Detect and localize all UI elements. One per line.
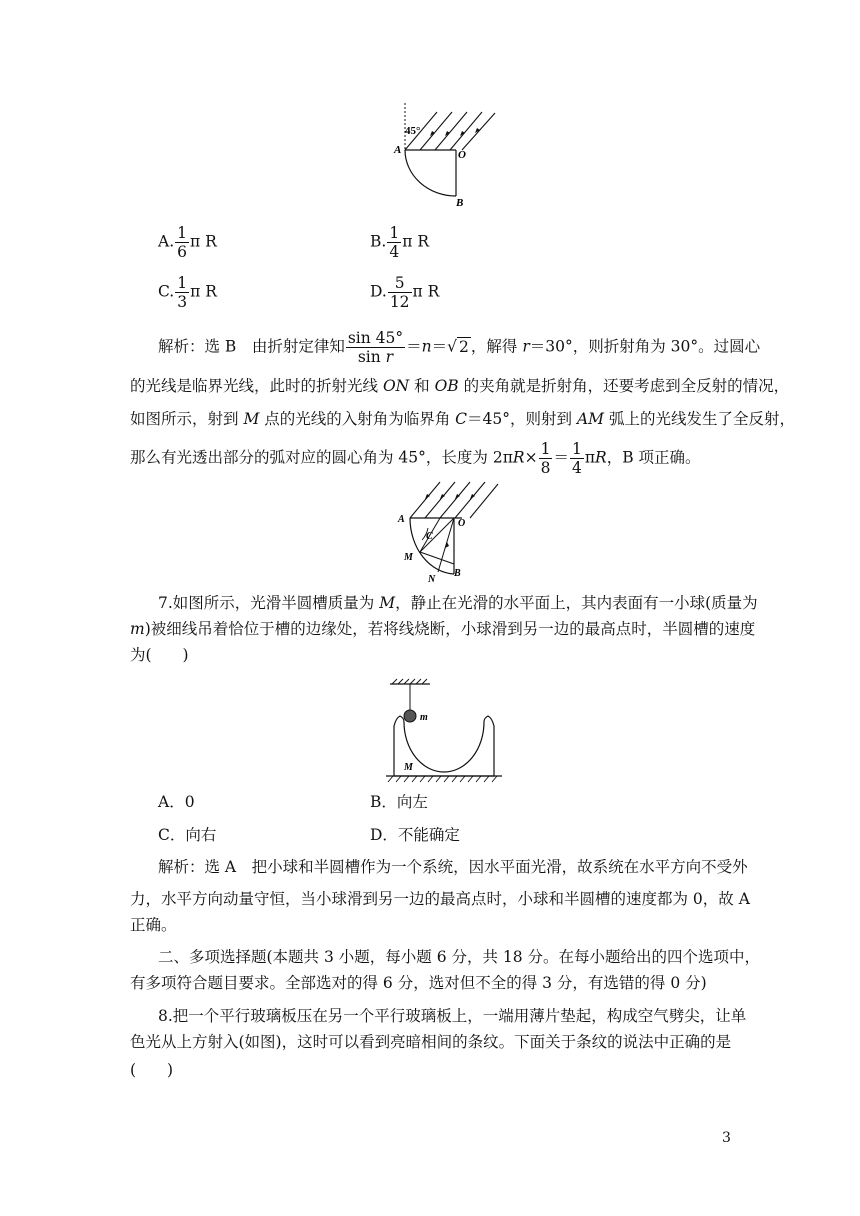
point-A-label: A — [394, 144, 402, 156]
q7-line-3: 为( ) — [130, 646, 189, 664]
point-B-label: B — [454, 568, 461, 579]
figure-half-cylinder-groove — [378, 678, 508, 784]
section-heading-line-2: 有多项符合题目要求。全部选对的得 6 分，选对但不全的得 3 分，有选错的得 0 分) — [130, 974, 707, 992]
q7-option-C: C．向右 — [158, 826, 217, 844]
q6-option-C: C. $\frac{1}{3}$ π R — [158, 274, 217, 311]
figure-refraction-critical-angle — [392, 476, 504, 588]
point-M-label: M — [404, 552, 413, 563]
q6-solution-line-3: 如图所示，射到 M 点的光线的入射角为临界角 C＝45°，则射到 AM 弧上的光线发生了全反射， — [130, 410, 795, 428]
q8-line-3: ( ) — [130, 1061, 174, 1079]
q7-option-A: A．0 — [158, 793, 195, 811]
q8-line-1: 8.把一个平行玻璃板压在另一个平行玻璃板上，一端用薄片垫起，构成空气劈尖，让单 — [158, 1007, 747, 1025]
page-number: 3 — [722, 1130, 731, 1146]
section-heading-line-1: 二、多项选择题(本题共 3 小题，每小题 6 分，共 18 分。在每小题给出的四个选项中， — [158, 948, 761, 966]
angle-label: 45° — [405, 125, 421, 137]
q6-option-B: B. $\frac{1}{4}$ π R — [370, 224, 429, 261]
point-A-label: A — [398, 514, 405, 525]
q8-line-2: 色光从上方射入(如图)，这时可以看到亮暗相间的条纹。下面关于条纹的说法中正确的是 — [130, 1033, 732, 1051]
q6-option-D: D. $\frac{5}{12}$ π R — [370, 274, 440, 311]
q7-solution-line-3: 正确。 — [130, 916, 177, 934]
q6-solution-line-2: 的光线是临界光线，此时的折射光线 ON 和 OB 的夹角就是折射角，还要考虑到全反射的情况， — [130, 377, 790, 395]
mass-m-label: m — [420, 712, 428, 723]
q7-solution-line-2: 力，水平方向动量守恒，当小球滑到另一边的最高点时，小球和半圆槽的速度都为 0，故 A — [130, 890, 750, 908]
point-O-label: O — [458, 149, 466, 161]
point-O-label: O — [458, 518, 466, 529]
q6-solution-line-4: 那么有光透出部分的弧对应的圆心角为 45°，长度为 2πR× $\frac{1}{8}$ ＝ $\frac{1}{4}$ πR，B 项正确。 — [130, 440, 701, 477]
q6-option-A: A. $\frac{1}{6}$ π R — [158, 224, 217, 261]
figure-refraction-quarter-circle — [390, 100, 500, 210]
q7-solution-line-1: 解析：选 A 把小球和半圆槽作为一个系统，因水平面光滑，故系统在水平方向不受外 — [158, 858, 748, 876]
q7-line-1: 7.如图所示，光滑半圆槽质量为 M，静止在光滑的水平面上，其内表面有一小球(质量为 — [158, 594, 758, 612]
point-C-label: C — [426, 531, 433, 542]
q7-option-B: B．向左 — [370, 793, 428, 811]
point-N-label: N — [428, 574, 436, 585]
q7-line-2: m)被细线吊着恰位于槽的边缘处，若将线烧断，小球滑到另一边的最高点时，半圆槽的速度 — [130, 620, 756, 638]
q7-option-D: D．不能确定 — [370, 826, 460, 844]
point-B-label: B — [456, 197, 464, 209]
q6-solution-line-1: 解析：选 B 由折射定律知 $\frac{\sin 45^\circ}{\text{sin r}}$ ＝n＝√ 2 ，解得 r＝30°，则折射角为 30°。过圆心 — [158, 329, 761, 366]
mass-M-label: M — [404, 762, 413, 773]
